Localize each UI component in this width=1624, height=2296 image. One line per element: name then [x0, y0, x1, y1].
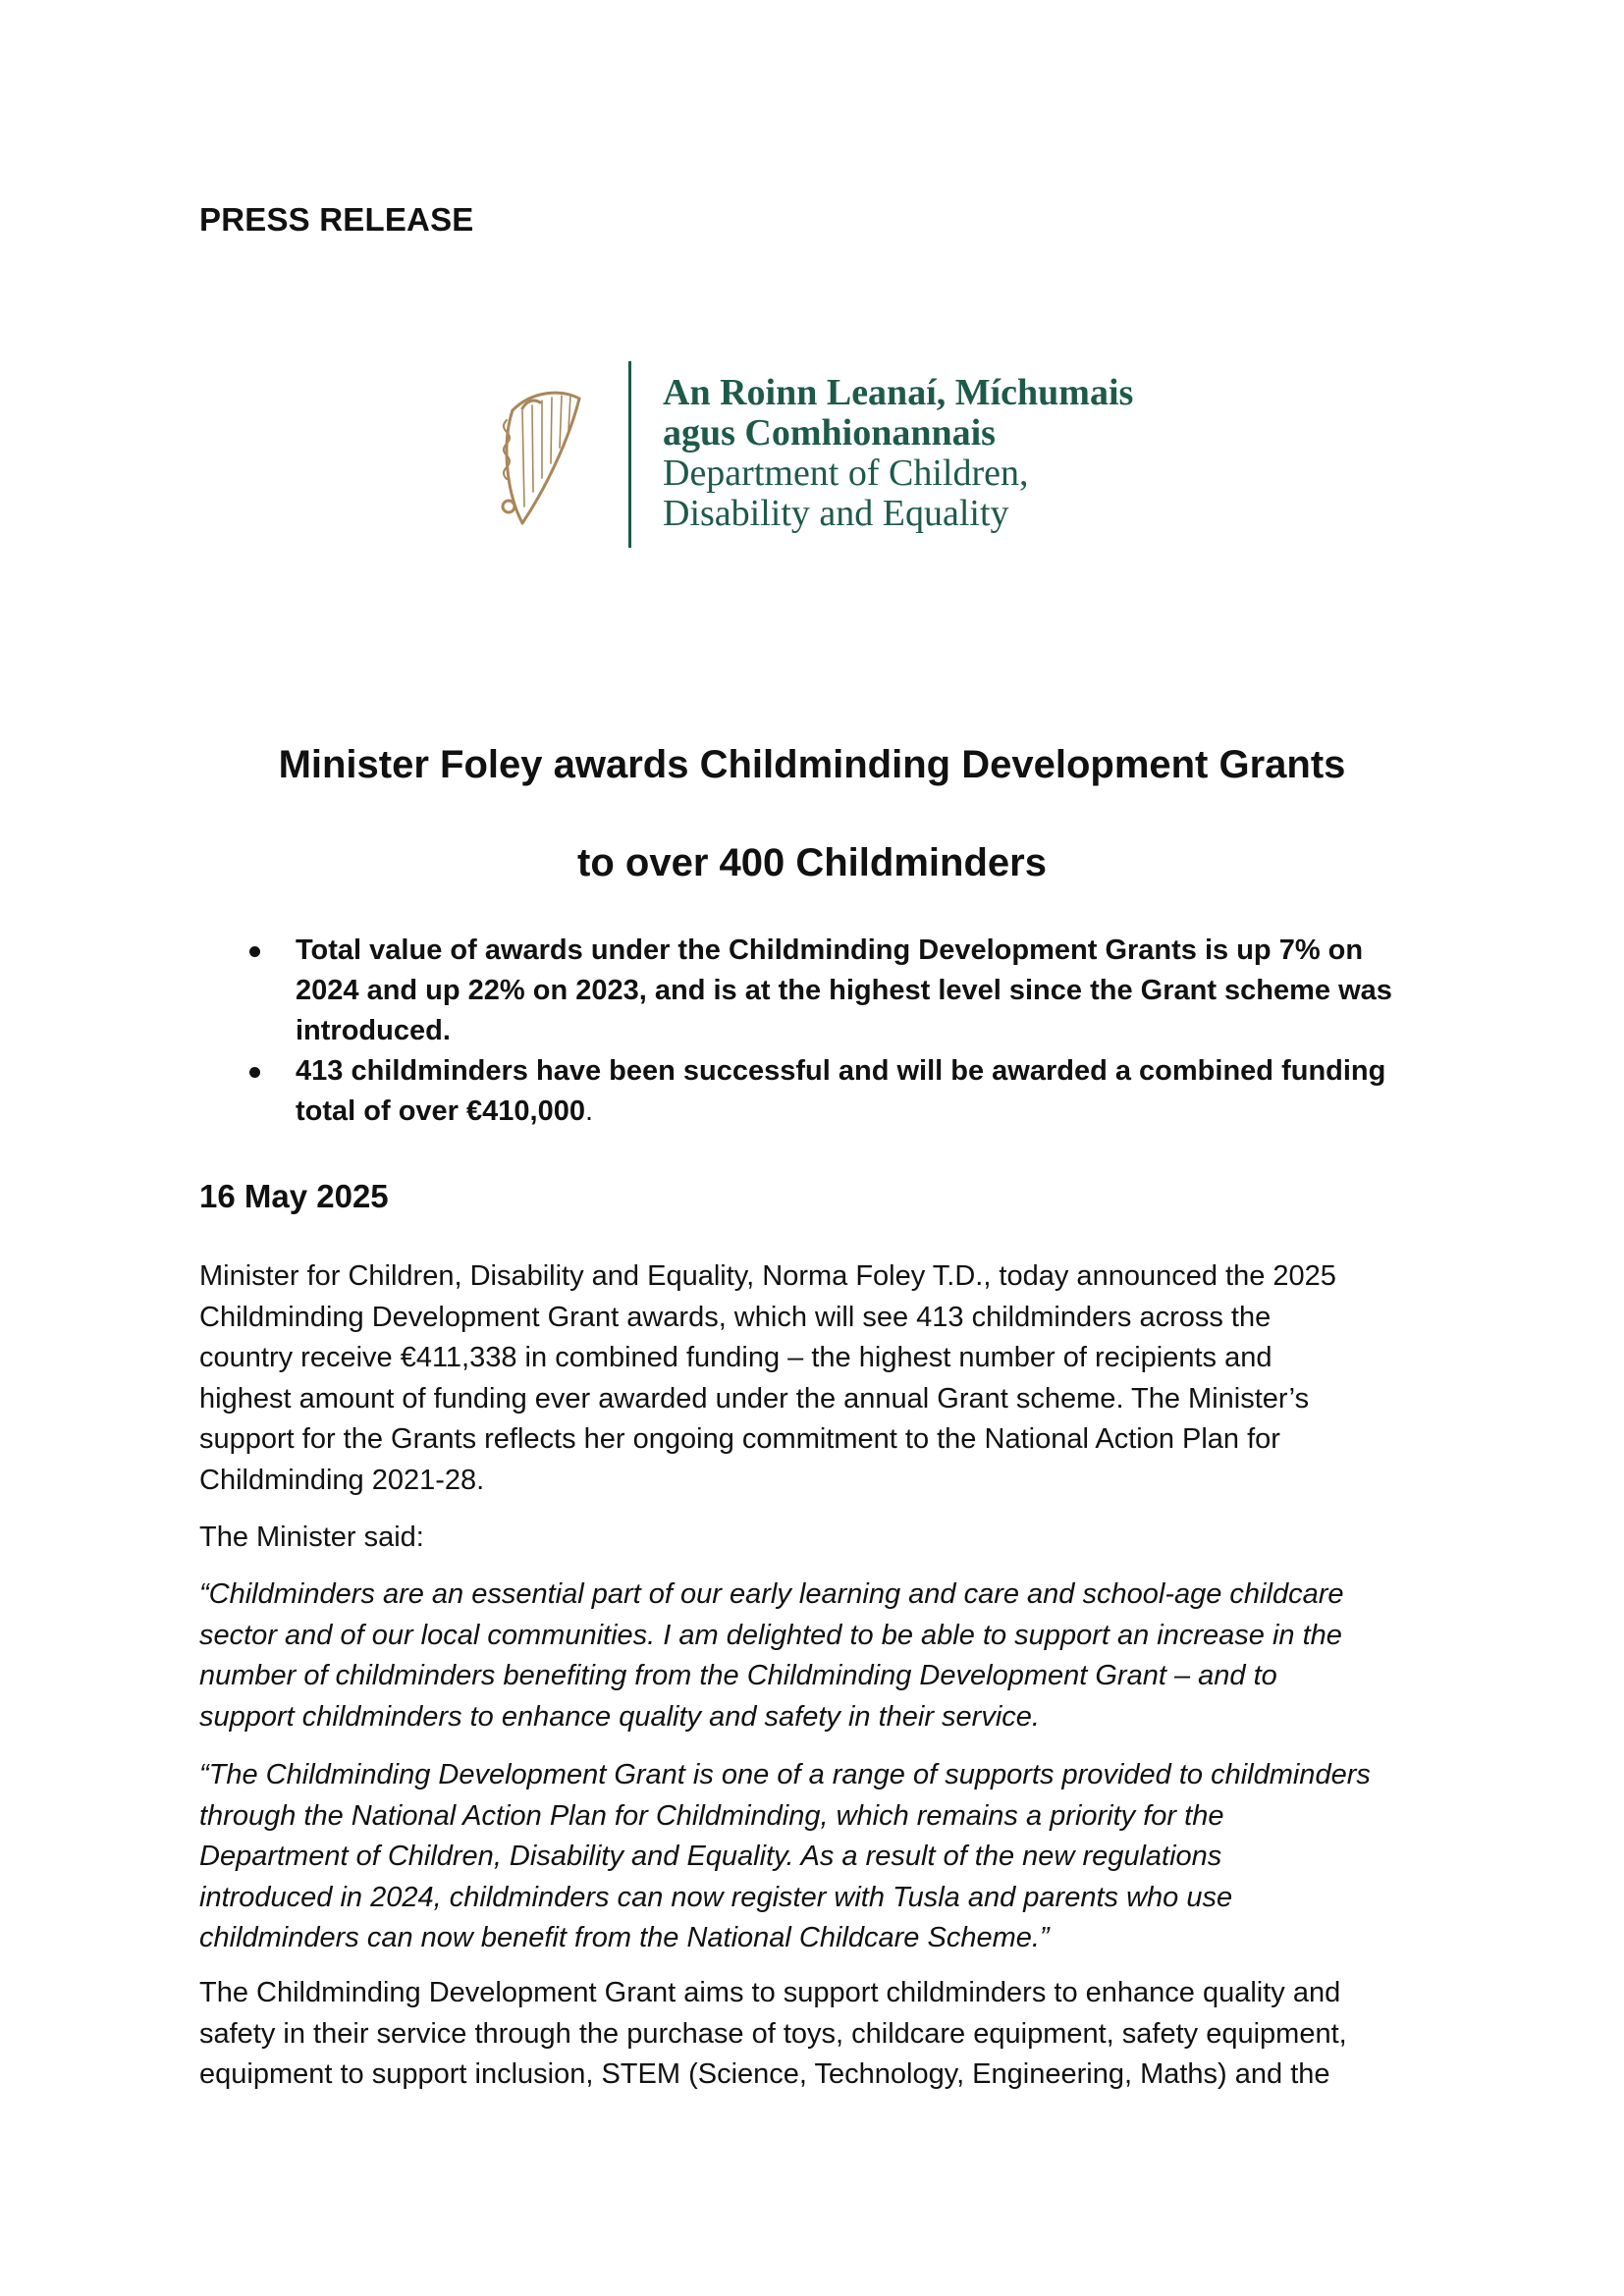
paragraph-line: country receive €411,338 in combined funding – the highest number of recipients and — [199, 1342, 1272, 1373]
paragraph-line: highest amount of funding ever awarded under the annual Grant scheme. The Minister’s — [199, 1382, 1310, 1415]
bullet-line — [296, 1092, 1436, 1132]
quote-paragraph-2 — [199, 1755, 1476, 1959]
bullet-line: introduced. — [296, 1015, 451, 1046]
paragraph-line: The Minister said: — [199, 1522, 424, 1553]
bullet-trailing-period: . — [584, 1095, 594, 1127]
paragraph-line: The Childminding Development Grant aims to support childminders to enhance quality and — [199, 1977, 1341, 2008]
paragraph-minister-said — [199, 1518, 1476, 1559]
paragraph-line: Childminding Development Grant awards, which will see 413 childminders across the — [199, 1301, 1272, 1333]
list-item — [199, 1051, 1436, 1132]
bullet-line: 413 childminders have been successful and will be awarded a combined funding — [296, 1055, 1386, 1087]
bullet-line: Total value of awards under the Childminding Development Grants is up 7% on — [296, 934, 1364, 966]
release-date: 16 May 2025 — [199, 1178, 389, 1214]
bullet-icon — [249, 946, 260, 957]
list-item — [199, 931, 1436, 1051]
paragraph-line: Department of Children, Disability and Equality. As a result of the new regulations — [199, 1841, 1222, 1872]
bullet-line: 2024 and up 22% on 2023, and is at the highest level since the Grant scheme was — [296, 975, 1392, 1006]
paragraph-announcement — [199, 1256, 1476, 1501]
headline-line-1: Minister Foley awards Childminding Development Grants — [278, 743, 1346, 786]
headline-line-2: to over 400 Childminders — [577, 841, 1047, 884]
logo-divider — [628, 361, 631, 548]
department-name — [663, 373, 1133, 534]
paragraph-line: sector and of our local communities. I am delighted to be able to support an increase in the — [199, 1619, 1342, 1651]
paragraph-line: childminders can now benefit from the National Childcare Scheme.” — [199, 1922, 1050, 1953]
paragraph-line: equipment to support inclusion, STEM (Science, Technology, Engineering, Maths) and the — [199, 2058, 1330, 2090]
bullet-icon — [249, 1067, 260, 1078]
paragraph-line: support for the Grants reflects her ongoing commitment to the National Action Plan for — [199, 1423, 1280, 1455]
press-release-label: PRESS RELEASE — [199, 201, 474, 238]
paragraph-line: “Childminders are an essential part of our early learning and care and school-age childcare — [199, 1578, 1344, 1610]
paragraph-line: “The Childminding Development Grant is one of a range of supports provided to childminders — [199, 1759, 1371, 1790]
harp-icon — [493, 381, 587, 530]
department-logo — [493, 361, 1200, 553]
paragraph-line: support childminders to enhance quality and safety in their service. — [199, 1700, 1040, 1733]
paragraph-grant-aims — [199, 1973, 1476, 2096]
key-points-list — [199, 931, 1436, 1132]
quote-paragraph-1 — [199, 1575, 1476, 1737]
department-name-irish-line-2: agus Comhionannais — [663, 412, 996, 454]
paragraph-line: number of childminders benefiting from the Childminding Development Grant – and to — [199, 1660, 1277, 1691]
paragraph-line: through the National Action Plan for Childminding, which remains a priority for the — [199, 1799, 1224, 1832]
department-name-english-line-1: Department of Children, — [663, 453, 1029, 494]
bullet-text: total of over €410,000 — [296, 1095, 585, 1127]
department-name-english-line-2: Disability and Equality — [663, 493, 1009, 534]
paragraph-line: safety in their service through the purchase of toys, childcare equipment, safety equipment, — [199, 2017, 1347, 2050]
paragraph-line: Minister for Children, Disability and Equality, Norma Foley T.D., today announced the 2025 — [199, 1260, 1336, 1292]
paragraph-line: Childminding 2021-28. — [199, 1464, 485, 1496]
paragraph-line: introduced in 2024, childminders can now register with Tusla and parents who use — [199, 1881, 1233, 1913]
department-name-irish-line-1: An Roinn Leanaí, Míchumais — [663, 372, 1134, 413]
